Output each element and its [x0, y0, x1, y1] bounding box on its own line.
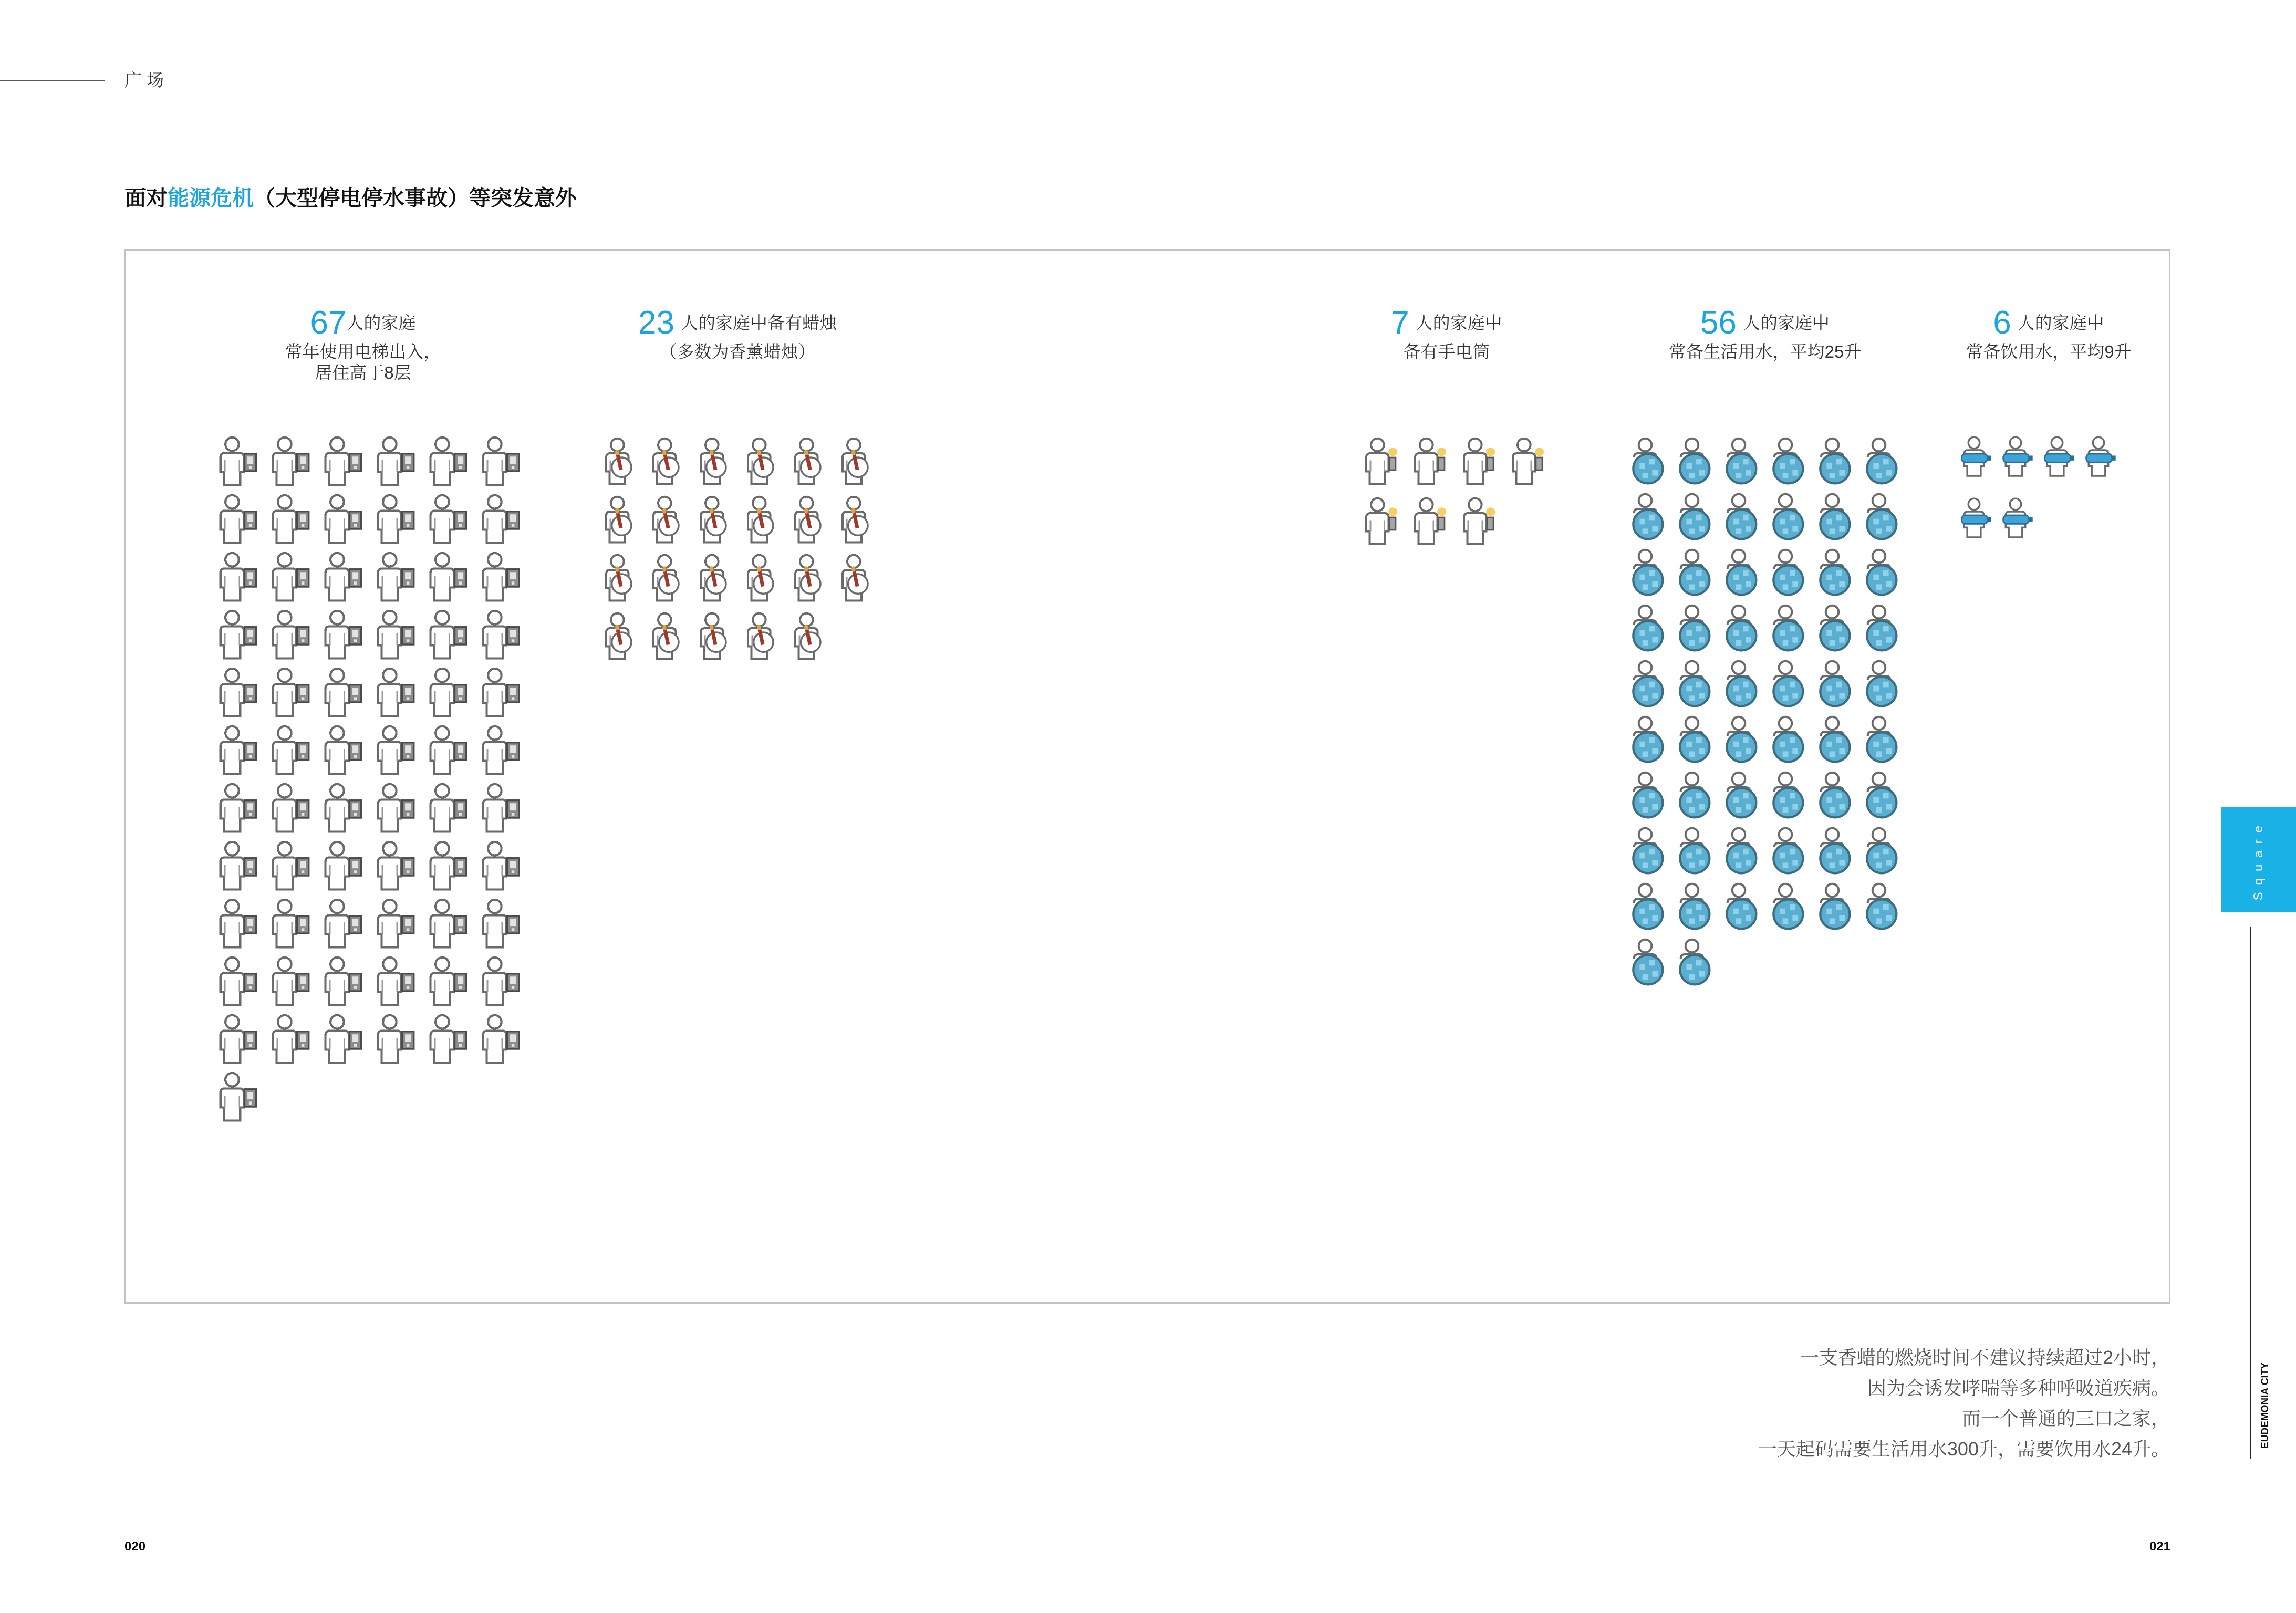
- flashlight-person-icon: [1362, 495, 1404, 548]
- elevator-person-icon: [478, 955, 523, 1008]
- water-person-icon: [1675, 547, 1717, 599]
- icon-grid-drinking-water: [1959, 435, 2125, 558]
- water-person-icon: [1769, 825, 1811, 878]
- water-person-icon: [1862, 881, 1904, 933]
- candle-person-icon: [697, 494, 739, 546]
- water-person-icon: [1815, 435, 1857, 488]
- elevator-person-icon: [268, 840, 313, 892]
- candle-person-icon: [744, 494, 786, 546]
- count-label: 人的家庭: [346, 313, 416, 332]
- candle-person-icon: [791, 435, 833, 488]
- water-person-icon: [1675, 825, 1717, 878]
- section-label: 广 场: [124, 70, 164, 90]
- flashlight-person-icon: [1411, 435, 1453, 488]
- water-person-icon: [1722, 547, 1764, 599]
- elevator-person-icon: [478, 782, 523, 835]
- group-header-flashlight: [1289, 305, 1604, 362]
- elevator-person-icon: [268, 667, 313, 719]
- elevator-person-icon: [320, 724, 366, 777]
- water-person-icon: [1675, 491, 1717, 544]
- elevator-person-icon: [478, 898, 523, 950]
- brand-label: EUDEMONIA CITY: [2260, 1362, 2271, 1449]
- elevator-person-icon: [373, 493, 418, 546]
- elevator-person-icon: [215, 724, 261, 777]
- icon-grid-flashlight: [1362, 435, 1557, 555]
- water-person-icon: [1675, 714, 1717, 766]
- elevator-person-icon: [268, 724, 313, 777]
- elevator-person-icon: [320, 667, 366, 719]
- water-person-icon: [1815, 491, 1857, 544]
- candle-person-icon: [838, 494, 880, 546]
- candle-person-icon: [649, 435, 691, 488]
- water-person-icon: [1769, 547, 1811, 599]
- water-person-icon: [1815, 714, 1857, 766]
- page-number-right: 021: [2149, 1539, 2170, 1554]
- group-header-drinking-water: [1928, 305, 2169, 362]
- page-title: [124, 186, 577, 210]
- water-person-icon: [1722, 658, 1764, 711]
- water-person-icon: [1769, 881, 1811, 933]
- water-person-icon: [1815, 769, 1857, 822]
- water-person-icon: [1675, 658, 1717, 711]
- candle-person-icon: [697, 435, 739, 488]
- description-line: （多数为香薰蜡烛）: [659, 342, 816, 361]
- elevator-person-icon: [373, 551, 418, 603]
- elevator-person-icon: [268, 609, 313, 661]
- water-person-icon: [1628, 881, 1670, 933]
- flashlight-person-icon: [1460, 435, 1502, 488]
- elevator-person-icon: [215, 435, 261, 488]
- elevator-person-icon: [268, 493, 313, 546]
- elevator-person-icon: [215, 609, 261, 661]
- flashlight-person-icon: [1460, 495, 1502, 548]
- water-person-icon: [1769, 769, 1811, 822]
- elevator-person-icon: [320, 609, 366, 661]
- water-person-icon: [1722, 435, 1764, 488]
- drinking-water-person-icon: [1959, 497, 1996, 541]
- flashlight-person-icon: [1411, 495, 1453, 548]
- elevator-person-icon: [215, 667, 261, 719]
- count-label: 人的家庭中: [2017, 313, 2104, 332]
- candle-person-icon: [602, 435, 644, 488]
- icon-grid-candle: [602, 435, 886, 669]
- elevator-person-icon: [373, 1013, 418, 1066]
- water-person-icon: [1722, 602, 1764, 655]
- water-person-icon: [1722, 881, 1764, 933]
- elevator-person-icon: [215, 955, 261, 1008]
- footnote-line: 因为会诱发哮喘等多种呼吸道疾病。: [1867, 1377, 2170, 1399]
- water-person-icon: [1815, 602, 1857, 655]
- candle-person-icon: [602, 494, 644, 546]
- elevator-person-icon: [215, 898, 261, 950]
- water-person-icon: [1862, 658, 1904, 711]
- water-person-icon: [1862, 714, 1904, 766]
- candle-person-icon: [791, 494, 833, 546]
- water-person-icon: [1628, 435, 1670, 488]
- water-person-icon: [1628, 547, 1670, 599]
- count-value: 67: [310, 305, 347, 341]
- elevator-person-icon: [425, 955, 471, 1008]
- elevator-person-icon: [268, 1013, 313, 1066]
- candle-person-icon: [791, 552, 833, 605]
- footnote-line: 一支香蜡的燃烧时间不建议持续超过2小时，: [1800, 1347, 2170, 1368]
- elevator-person-icon: [215, 1013, 261, 1066]
- elevator-person-icon: [320, 551, 366, 603]
- water-person-icon: [1815, 547, 1857, 599]
- group-header-water: [1607, 305, 1923, 362]
- water-person-icon: [1815, 825, 1857, 878]
- candle-person-icon: [649, 610, 691, 663]
- group-header-elevator: [205, 305, 521, 383]
- count-label: 人的家庭中备有蜡烛: [680, 313, 837, 332]
- candle-person-icon: [744, 435, 786, 488]
- description-line: 常年使用电梯出入，: [285, 342, 441, 361]
- water-person-icon: [1769, 491, 1811, 544]
- elevator-person-icon: [320, 493, 366, 546]
- elevator-person-icon: [425, 435, 471, 488]
- elevator-person-icon: [320, 782, 366, 835]
- water-person-icon: [1675, 936, 1717, 989]
- elevator-person-icon: [478, 609, 523, 661]
- elevator-person-icon: [425, 782, 471, 835]
- elevator-person-icon: [320, 840, 366, 892]
- water-person-icon: [1815, 658, 1857, 711]
- elevator-person-icon: [478, 1013, 523, 1066]
- elevator-person-icon: [425, 724, 471, 777]
- elevator-person-icon: [215, 840, 261, 892]
- description-line: 备有手电筒: [1403, 342, 1490, 361]
- elevator-person-icon: [373, 435, 418, 488]
- elevator-person-icon: [478, 724, 523, 777]
- description-line: 居住高于8层: [315, 363, 411, 382]
- footnote: [1758, 1343, 2170, 1464]
- elevator-person-icon: [425, 667, 471, 719]
- elevator-person-icon: [425, 609, 471, 661]
- edge-rule: [2250, 927, 2251, 1459]
- water-person-icon: [1862, 435, 1904, 488]
- elevator-person-icon: [320, 898, 366, 950]
- water-person-icon: [1862, 491, 1904, 544]
- water-person-icon: [1722, 769, 1764, 822]
- elevator-person-icon: [425, 551, 471, 603]
- footnote-line: 一天起码需要生活用水300升，需要饮用水24升。: [1758, 1438, 2170, 1460]
- candle-person-icon: [744, 552, 786, 605]
- elevator-person-icon: [268, 782, 313, 835]
- elevator-person-icon: [478, 667, 523, 719]
- count-value: 6: [1993, 305, 2011, 341]
- group-header-candle: [580, 305, 895, 362]
- page-number-left: 020: [124, 1539, 146, 1554]
- drinking-water-person-icon: [2001, 497, 2038, 541]
- drinking-water-person-icon: [2084, 435, 2121, 480]
- elevator-person-icon: [373, 724, 418, 777]
- drinking-water-person-icon: [1959, 435, 1996, 480]
- elevator-person-icon: [268, 898, 313, 950]
- elevator-person-icon: [215, 782, 261, 835]
- description-line: 常备饮用水，平均9升: [1966, 342, 2132, 361]
- drinking-water-person-icon: [2042, 435, 2079, 480]
- elevator-person-icon: [215, 493, 261, 546]
- elevator-person-icon: [268, 955, 313, 1008]
- candle-person-icon: [697, 552, 739, 605]
- water-person-icon: [1675, 769, 1717, 822]
- candle-person-icon: [838, 435, 880, 488]
- water-person-icon: [1675, 881, 1717, 933]
- elevator-person-icon: [320, 1013, 366, 1066]
- water-person-icon: [1769, 435, 1811, 488]
- count-value: 23: [638, 305, 674, 341]
- water-person-icon: [1628, 602, 1670, 655]
- title-suffix: （大型停电停水事故）等突发意外: [254, 186, 577, 210]
- elevator-person-icon: [373, 955, 418, 1008]
- water-person-icon: [1675, 435, 1717, 488]
- water-person-icon: [1628, 769, 1670, 822]
- elevator-person-icon: [478, 435, 523, 488]
- description-line: 常备生活用水，平均25升: [1668, 342, 1862, 361]
- count-label: 人的家庭中: [1742, 313, 1830, 332]
- elevator-person-icon: [215, 1071, 261, 1123]
- count-label: 人的家庭中: [1415, 313, 1502, 332]
- candle-person-icon: [697, 610, 739, 663]
- water-person-icon: [1862, 602, 1904, 655]
- water-person-icon: [1815, 881, 1857, 933]
- water-person-icon: [1628, 714, 1670, 766]
- elevator-person-icon: [373, 609, 418, 661]
- elevator-person-icon: [478, 551, 523, 603]
- elevator-person-icon: [373, 840, 418, 892]
- elevator-person-icon: [425, 840, 471, 892]
- flashlight-person-icon: [1509, 435, 1551, 488]
- elevator-person-icon: [215, 551, 261, 603]
- water-person-icon: [1769, 602, 1811, 655]
- candle-person-icon: [791, 610, 833, 663]
- count-value: 56: [1700, 305, 1737, 341]
- flashlight-person-icon: [1362, 435, 1404, 488]
- water-person-icon: [1862, 769, 1904, 822]
- candle-person-icon: [744, 610, 786, 663]
- title-prefix: 面对: [124, 186, 168, 210]
- elevator-person-icon: [320, 955, 366, 1008]
- water-person-icon: [1628, 491, 1670, 544]
- water-person-icon: [1862, 825, 1904, 878]
- elevator-person-icon: [373, 782, 418, 835]
- elevator-person-icon: [478, 840, 523, 892]
- elevator-person-icon: [478, 493, 523, 546]
- icon-grid-water: [1628, 435, 1909, 992]
- water-person-icon: [1628, 658, 1670, 711]
- water-person-icon: [1722, 714, 1764, 766]
- candle-person-icon: [602, 552, 644, 605]
- water-person-icon: [1722, 491, 1764, 544]
- water-person-icon: [1675, 602, 1717, 655]
- elevator-person-icon: [320, 435, 366, 488]
- candle-person-icon: [838, 552, 880, 605]
- elevator-person-icon: [425, 493, 471, 546]
- count-value: 7: [1391, 305, 1409, 341]
- water-person-icon: [1769, 658, 1811, 711]
- footnote-line: 而一个普通的三口之家，: [1961, 1408, 2170, 1429]
- elevator-person-icon: [373, 898, 418, 950]
- water-person-icon: [1769, 714, 1811, 766]
- candle-person-icon: [602, 610, 644, 663]
- section-rule: [0, 80, 105, 81]
- candle-person-icon: [649, 494, 691, 546]
- water-person-icon: [1862, 547, 1904, 599]
- water-person-icon: [1628, 936, 1670, 989]
- water-person-icon: [1722, 825, 1764, 878]
- water-person-icon: [1628, 825, 1670, 878]
- icon-grid-elevator: [215, 435, 531, 1129]
- elevator-person-icon: [268, 435, 313, 488]
- elevator-person-icon: [425, 898, 471, 950]
- section-tab: [2221, 807, 2296, 912]
- drinking-water-person-icon: [2001, 435, 2038, 480]
- elevator-person-icon: [425, 1013, 471, 1066]
- elevator-person-icon: [373, 667, 418, 719]
- elevator-person-icon: [268, 551, 313, 603]
- title-highlight: 能源危机: [168, 186, 254, 210]
- section-tab-label: Square: [2251, 818, 2266, 901]
- candle-person-icon: [649, 552, 691, 605]
